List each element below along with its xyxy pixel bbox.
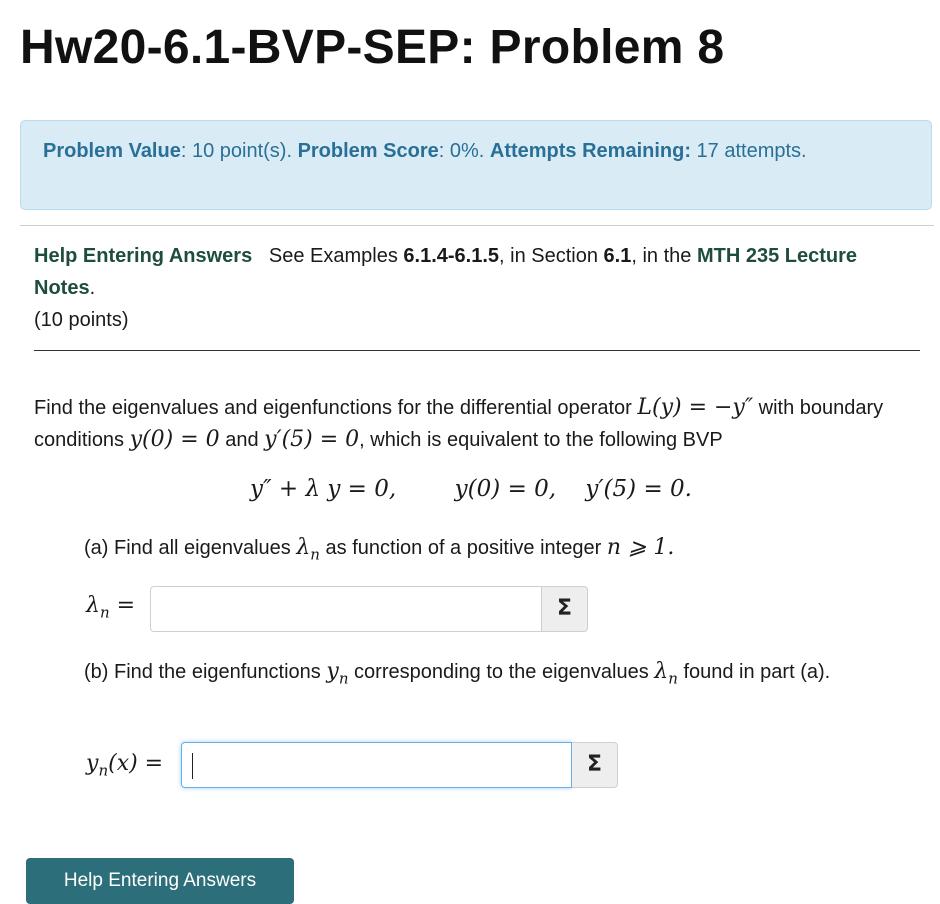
and-text: and [225, 429, 259, 451]
problem-info-box [20, 120, 932, 210]
help-entering-answers-button[interactable]: Help Entering Answers [26, 858, 294, 904]
problem-score-label: Problem Score [297, 140, 439, 162]
problem-statement [34, 392, 924, 456]
examples-ref: 6.1.4-6.1.5 [403, 245, 500, 267]
attempts-remaining-label: Attempts Remaining: [489, 140, 691, 162]
answer-b-input[interactable] [181, 742, 572, 788]
problem-value-label: Problem Value [43, 140, 181, 162]
see-text: See Examples [268, 245, 404, 267]
points-text: (10 points) [34, 309, 129, 331]
bc2-math: y′(5) = 0 [264, 427, 360, 452]
divider-mid [34, 350, 920, 351]
equation-editor-a-button[interactable]: Σ [542, 586, 588, 632]
lambda-symbol-b: $\lambda_n$ [654, 659, 678, 688]
operator-math: L(y) = −y″ [637, 395, 754, 420]
divider-top [20, 225, 934, 226]
part-a-after: as function of a positive integer [325, 537, 602, 559]
with-text: with boundary conditions [34, 397, 884, 451]
problem-intro: Find the eigenvalues and eigenfunctions for the differential operator [34, 397, 632, 419]
part-b-text [84, 656, 904, 694]
attempts-remaining: 17 attempts. [691, 140, 807, 162]
part-b-intro: (b) Find the eigenfunctions [84, 661, 321, 683]
answer-b-label: $y_n(x)$ = [86, 751, 164, 780]
bc1-math: y(0) = 0 [129, 427, 220, 452]
yn-symbol: $y_n$ [326, 659, 349, 688]
part-a-text [84, 532, 904, 570]
part-b-mid: corresponding to the eigenvalues [354, 661, 649, 683]
text-caret [192, 753, 193, 779]
in-section-text: , in Section [499, 245, 604, 267]
lecture-notes-link[interactable]: MTH 235 Lecture Notes [34, 245, 858, 299]
n-condition: n ⩾ 1. [606, 535, 675, 560]
equiv-text: , which is equivalent to the following BVP [359, 429, 723, 451]
help-block [34, 240, 914, 336]
part-b-after: found in part (a). [683, 661, 831, 683]
equation-editor-b-button[interactable]: Σ [572, 742, 618, 788]
section-ref: 6.1 [603, 245, 632, 267]
answer-a-label: $\lambda_n$ = [86, 593, 136, 622]
in-the-text: , in the [631, 245, 697, 267]
part-a-intro: (a) Find all eigenvalues [84, 537, 291, 559]
lambda-symbol: $\lambda_n$ [296, 535, 320, 564]
problem-value: : 10 point(s). [180, 140, 298, 162]
display-equation: y″ + λ y = 0, y(0) = 0, y′(5) = 0. [250, 476, 692, 502]
help-entering-answers-link[interactable]: Help Entering Answers [34, 245, 253, 267]
problem-score: : 0%. [438, 140, 490, 162]
period-text: . [89, 277, 96, 299]
answer-a-input[interactable] [150, 586, 542, 632]
page-title: Hw20-6.1-BVP-SEP: Problem 8 [20, 21, 725, 74]
